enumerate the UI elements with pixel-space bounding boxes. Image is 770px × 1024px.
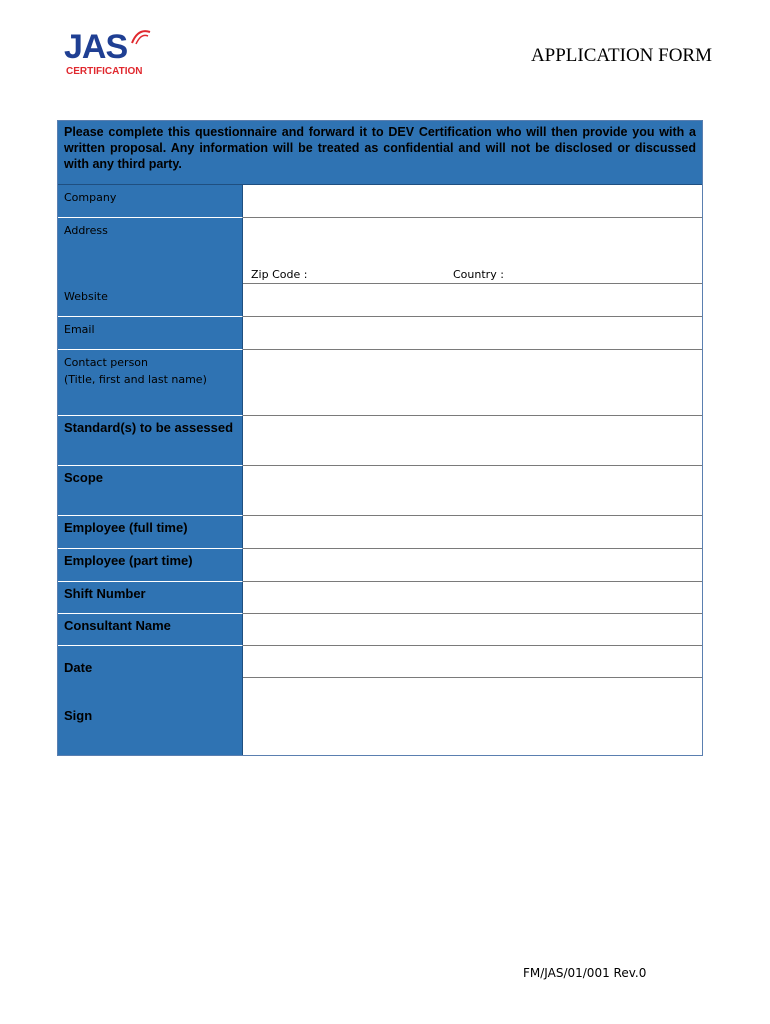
shift-row — [58, 582, 702, 614]
contact-label-line1: Contact person — [64, 356, 148, 369]
shift-label: Shift Number — [58, 582, 243, 614]
employee-part-row — [58, 549, 702, 582]
contact-label-line2: (Title, first and last name) — [64, 373, 207, 386]
employee-part-label: Employee (part time) — [58, 549, 243, 582]
contact-row — [58, 350, 702, 416]
address-row — [58, 218, 702, 284]
sign-field[interactable] — [243, 678, 702, 755]
email-label: Email — [58, 317, 243, 350]
consultant-field[interactable] — [243, 614, 702, 646]
form-intro: Please complete this questionnaire and forward it to DEV Certification who will then provide you with a written proposal. Any information will be treated as confidential and will not be disclosed or discussed with any third party. — [58, 121, 702, 185]
employee-full-row — [58, 516, 702, 549]
consultant-label: Consultant Name — [58, 614, 243, 646]
sign-label: Sign — [58, 678, 243, 755]
contact-label — [58, 350, 243, 416]
zip-code-label: Zip Code : — [251, 268, 308, 281]
website-row — [58, 284, 702, 317]
address-field[interactable] — [243, 218, 702, 284]
country-label: Country : — [453, 268, 504, 281]
scope-label: Scope — [58, 466, 243, 516]
jas-logo — [64, 24, 164, 84]
scope-field[interactable] — [243, 466, 702, 516]
logo-subtitle: CERTIFICATION — [66, 66, 143, 77]
consultant-row — [58, 614, 702, 646]
website-field[interactable] — [243, 284, 702, 317]
application-form — [57, 120, 703, 756]
date-row — [58, 646, 702, 678]
scope-row — [58, 466, 702, 516]
company-row — [58, 185, 702, 218]
date-field[interactable] — [243, 646, 702, 678]
employee-part-field[interactable] — [243, 549, 702, 582]
sign-row — [58, 678, 702, 755]
date-label: Date — [58, 646, 243, 678]
email-row — [58, 317, 702, 350]
shift-field[interactable] — [243, 582, 702, 614]
employee-full-field[interactable] — [243, 516, 702, 549]
standards-row — [58, 416, 702, 466]
company-label: Company — [58, 185, 243, 218]
contact-field[interactable] — [243, 350, 702, 416]
logo-text: JAS — [64, 28, 128, 66]
standards-field[interactable] — [243, 416, 702, 466]
standards-label: Standard(s) to be assessed — [58, 416, 243, 466]
address-label: Address — [58, 218, 243, 284]
employee-full-label: Employee (full time) — [58, 516, 243, 549]
form-reference-number: FM/JAS/01/001 Rev.0 — [523, 966, 647, 980]
document-title: APPLICATION FORM — [530, 45, 712, 66]
company-field[interactable] — [243, 185, 702, 218]
website-label: Website — [58, 284, 243, 317]
email-field[interactable] — [243, 317, 702, 350]
